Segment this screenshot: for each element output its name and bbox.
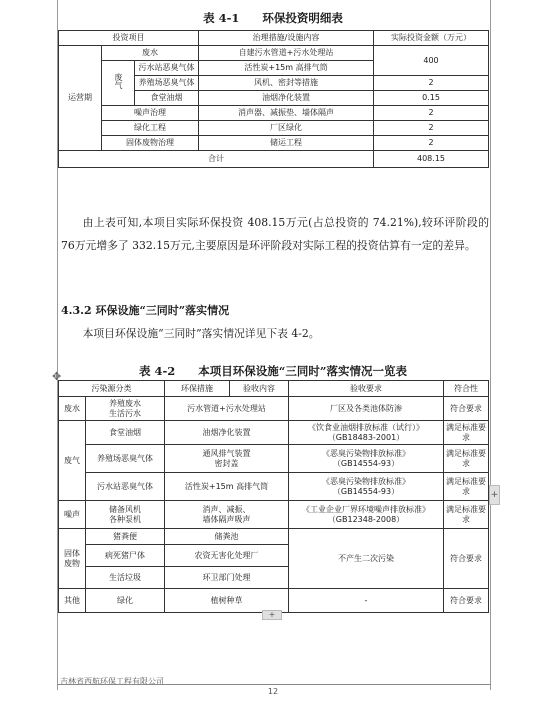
summary-paragraph: 由上表可知,本项目实际环保投资 408.15万元(占总投资的 74.21%),较环评阶段的 76万元增多了 332.15万元,主要原因是环评阶段对实际工程的投资估算有一定的差异。: [61, 216, 489, 252]
table-cell: 符合要求: [444, 529, 489, 589]
table-cell: 环卫部门处理: [165, 567, 289, 589]
table-cell: 固体废物治理: [102, 136, 199, 151]
section-heading: 4.3.2 环保设施“三同时”落实情况: [61, 304, 230, 317]
table-cell: 《恶臭污染物排放标准》 （GB14554-93）: [289, 473, 444, 501]
table-cell: 储粪池: [165, 529, 289, 545]
footer-divider: [57, 684, 491, 685]
table-cell: 满足标准要求: [444, 473, 489, 501]
table-cell: 储备风机 各种泵机: [86, 501, 165, 529]
table-cell: 污水站恶臭气体: [86, 473, 165, 501]
table1-total-label: 合计: [59, 151, 374, 168]
table-cell: 符合要求: [444, 589, 489, 613]
table-cell: 2: [374, 121, 489, 136]
table1-wastegas: [102, 61, 135, 106]
table-cell: 废水: [102, 46, 199, 61]
table-cell: 满足标准要求: [444, 445, 489, 473]
table-cell: 活性炭+15m 高排气筒: [165, 473, 289, 501]
table-cell: 绿化工程: [102, 121, 199, 136]
table-cell: 《饮食业油烟排放标准（试行）》 （GB18483-2001）: [289, 421, 444, 445]
table2-caption: 表 4-2 本项目环保设施“三同时”落实情况一览表: [138, 364, 407, 378]
table1-period: 运营期: [59, 46, 102, 151]
table-cell: 其他: [59, 589, 86, 613]
table-cell: 厂区绿化: [199, 121, 374, 136]
page-number: 12: [267, 687, 279, 696]
add-row-plus-icon[interactable]: +: [262, 610, 282, 620]
table-cell: 自建污水管道+污水处理站: [199, 46, 374, 61]
table-cell: 风机、密封等措施: [199, 76, 374, 91]
table-cell: 《恶臭污染物排放标准》 （GB14554-93）: [289, 445, 444, 473]
table-cell: 厂区及各类池体防渗: [289, 397, 444, 421]
table2-header-content: 验收内容: [230, 381, 289, 397]
three-simultaneous-table: [58, 380, 489, 613]
table-cell: 绿化: [86, 589, 165, 613]
table-cell: 2: [374, 136, 489, 151]
table1-header-item: 投资项目: [59, 31, 199, 46]
table-cell: 通风排气装置 密封盖: [165, 445, 289, 473]
table-cell: 生活垃圾: [86, 567, 165, 589]
table-cell: 废水: [59, 397, 86, 421]
table1-wastegas-label: 废气: [114, 72, 123, 89]
table-cell: 养殖场恶臭气体: [86, 445, 165, 473]
table1-header-measure: 治理措施/设施内容: [199, 31, 374, 46]
table1-total-value: 408.15: [374, 151, 489, 168]
table-cell: 油烟净化装置: [199, 91, 374, 106]
table-cell: 食堂油烟: [135, 91, 199, 106]
table-cell: 污水管道+污水处理站: [165, 397, 289, 421]
table-cell: 活性炭+15m 高排气筒: [199, 61, 374, 76]
table-cell: 符合要求: [444, 397, 489, 421]
table2-header-conform: 符合性: [444, 381, 489, 397]
table-cell: 0.15: [374, 91, 489, 106]
table-cell: 2: [374, 76, 489, 91]
table-cell: 猪粪便: [86, 529, 165, 545]
table-cell: 食堂油烟: [86, 421, 165, 445]
table-cell: 不产生二次污染: [289, 529, 444, 589]
table1-header-amount: 实际投资金额（万元）: [374, 31, 489, 46]
table-cell: 病死猪尸体: [86, 545, 165, 567]
table-cell: 消声器、减振垫、墙体隔声: [199, 106, 374, 121]
investment-table: [58, 30, 489, 168]
table-cell: 油烟净化装置: [165, 421, 289, 445]
table2-header-requirement: 验收要求: [289, 381, 444, 397]
table-cell: 噪声治理: [102, 106, 199, 121]
table-cell: 400: [374, 46, 489, 76]
table-cell: 污水站恶臭气体: [135, 61, 199, 76]
footer-company: 吉林省西航环保工程有限公司: [60, 677, 164, 686]
table-cell: 《工业企业厂界环境噪声排放标准》（GB12348-2008）: [289, 501, 444, 529]
table-cell: 2: [374, 106, 489, 121]
table-cell: 农资无害化处理厂: [165, 545, 289, 567]
add-column-plus-icon[interactable]: +: [489, 485, 500, 505]
table-cell: -: [289, 589, 444, 613]
table-cell: 储运工程: [199, 136, 374, 151]
table-cell: 养殖废水 生活污水: [86, 397, 165, 421]
table-cell: 噪声: [59, 501, 86, 529]
table-cell: 消声、减振、 墙体隔声吸声: [165, 501, 289, 529]
table-cell: 植树种草: [165, 589, 289, 613]
move-handle-icon[interactable]: ✥: [52, 370, 62, 383]
intro-paragraph: 本项目环保设施“三同时”落实情况详见下表 4-2。: [82, 327, 320, 340]
table-cell: 固体废物: [59, 529, 86, 589]
table-cell: 废气: [59, 421, 86, 501]
table-cell: 满足标准要求: [444, 421, 489, 445]
table1-caption: 表 4-1 环保投资明细表: [203, 11, 343, 25]
margin-line-right: [490, 0, 491, 690]
table-cell: 养殖场恶臭气体: [135, 76, 199, 91]
table-cell: 满足标准要求: [444, 501, 489, 529]
table2-header-category: 污染源分类: [59, 381, 165, 397]
table2-header-measure: 环保措施: [165, 381, 230, 397]
